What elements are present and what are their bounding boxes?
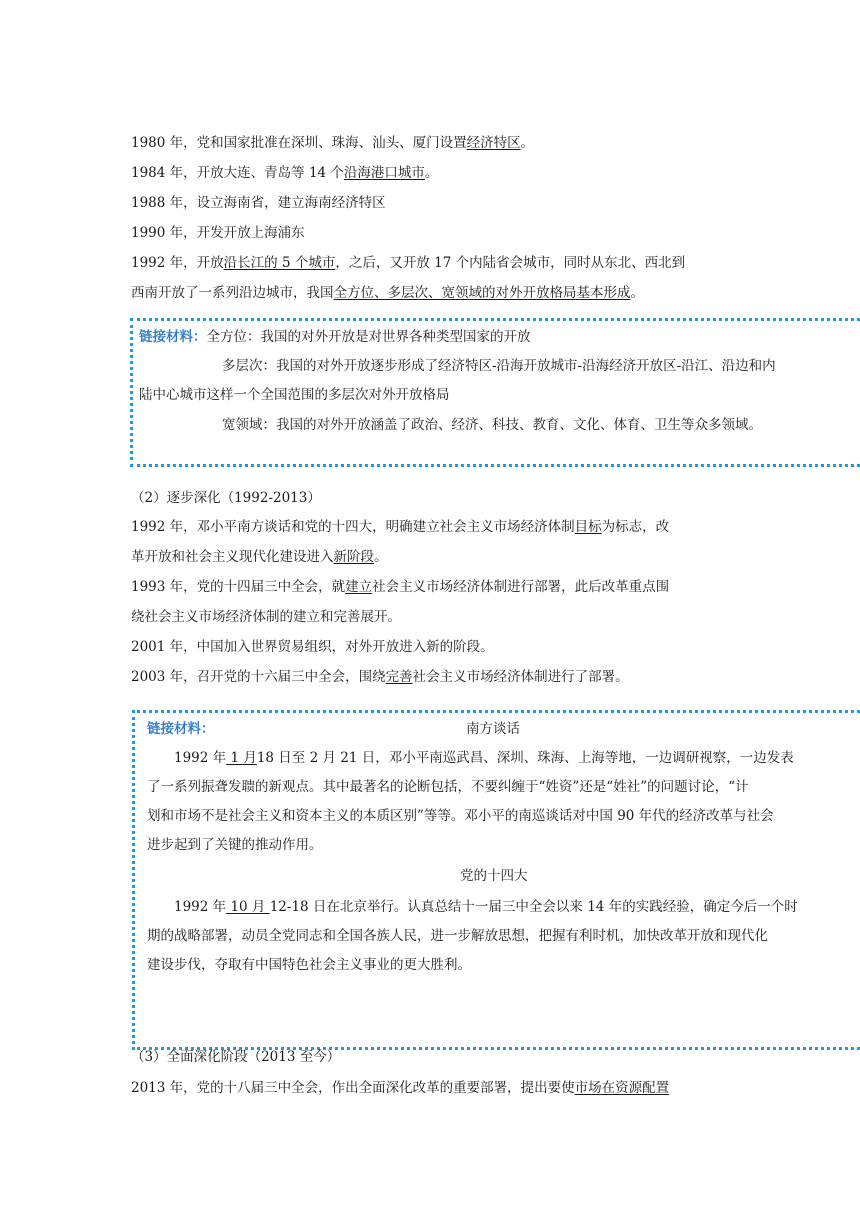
text-line-2013: 2013 年，党的十八届三中全会，作出全面深化改革的重要部署，提出要使市场在资源配置	[131, 1080, 670, 1096]
text-line-1988: 1988 年，设立海南省，建立海南经济特区	[131, 195, 386, 211]
box1-line-2: 多层次：我国的对外开放逐步形成了经济特区-沿海开放城市-沿海经济开放区-沿江、沿边和内	[222, 358, 776, 374]
link-material-label: 链接材料：	[139, 329, 207, 345]
box2-p1-line-4: 进步起到了关键的推动作用。	[147, 837, 323, 853]
text-line-1990: 1990 年，开发开放上海浦东	[131, 225, 305, 241]
text-line-1993: 1993 年，党的十四届三中全会，就建立社会主义市场经济体制进行部署，此后改革重点围	[131, 579, 670, 595]
box2-p1-line-2: 了一系列振聋发聩的新观点。其中最著名的论断包括，不要纠缠于“姓资”还是“姓社”的问题讨论，“计	[147, 779, 749, 795]
text-line-1992-2-cont: 革开放和社会主义现代化建设进入新阶段。	[131, 549, 388, 565]
box2-p2-line-2: 期的战略部署，动员全党同志和全国各族人民，进一步解放思想，把握有利时机，加快改革开放和现代化	[147, 928, 768, 944]
text-line-1992-2: 1992 年，邓小平南方谈话和党的十四大，明确建立社会主义市场经济体制目标为标志，改	[131, 519, 670, 535]
box1-line-4: 宽领域：我国的对外开放涵盖了政治、经济、科技、教育、文化、体育、卫生等众多领域。	[222, 417, 762, 433]
box2-p1-line-3: 划和市场不是社会主义和资本主义的本质区别”等等。邓小平的南巡谈话对中国 90 年代的经济改革与社会	[147, 808, 774, 824]
box2-p2-line-1: 1992 年 10 月 12-18 日在北京举行。认真总结十一届三中全会以来 14 年的实践经验，确定今后一个时	[174, 899, 798, 915]
subtitle-south-talk: 南方谈话	[466, 721, 520, 737]
box1-line-3: 陆中心城市这样一个全国范围的多层次对外开放格局	[139, 387, 450, 403]
box2-p1-line-1: 1992 年 1 月18 日至 2 月 21 日，邓小平南巡武昌、深圳、珠海、上海等地，一边调研视察，一边发表	[174, 750, 794, 766]
text-line-1993-cont: 绕社会主义市场经济体制的建立和完善展开。	[131, 609, 401, 625]
subtitle-14th-congress: 党的十四大	[460, 868, 528, 884]
text-line-1992: 1992 年，开放沿长江的 5 个城市，之后，又开放 17 个内陆省会城市，同时从东北、西北到	[131, 255, 686, 271]
section-heading-3: （3）全面深化阶段（2013 至今）	[131, 1049, 341, 1065]
text-line-2003: 2003 年，召开党的十六届三中全会，围绕完善社会主义市场经济体制进行了部署。	[131, 669, 629, 685]
text-line-1980: 1980 年，党和国家批准在深圳、珠海、汕头、厦门设置经济特区。	[131, 135, 535, 151]
text-line-2001: 2001 年，中国加入世界贸易组织，对外开放进入新的阶段。	[131, 639, 494, 655]
section-heading-2: （2）逐步深化（1992-2013）	[131, 490, 321, 506]
text-line-1992-cont: 西南开放了一系列沿边城市，我国全方位、多层次、宽领域的对外开放格局基本形成。	[131, 285, 644, 301]
text-line-1984: 1984 年，开放大连、青岛等 14 个沿海港口城市。	[131, 165, 439, 181]
box1-line-1: 链接材料：全方位：我国的对外开放是对世界各种类型国家的开放	[139, 329, 531, 345]
link-material-label-2: 链接材料：	[147, 721, 215, 737]
box2-p2-line-3: 建设步伐，夺取有中国特色社会主义事业的更大胜利。	[147, 957, 471, 973]
